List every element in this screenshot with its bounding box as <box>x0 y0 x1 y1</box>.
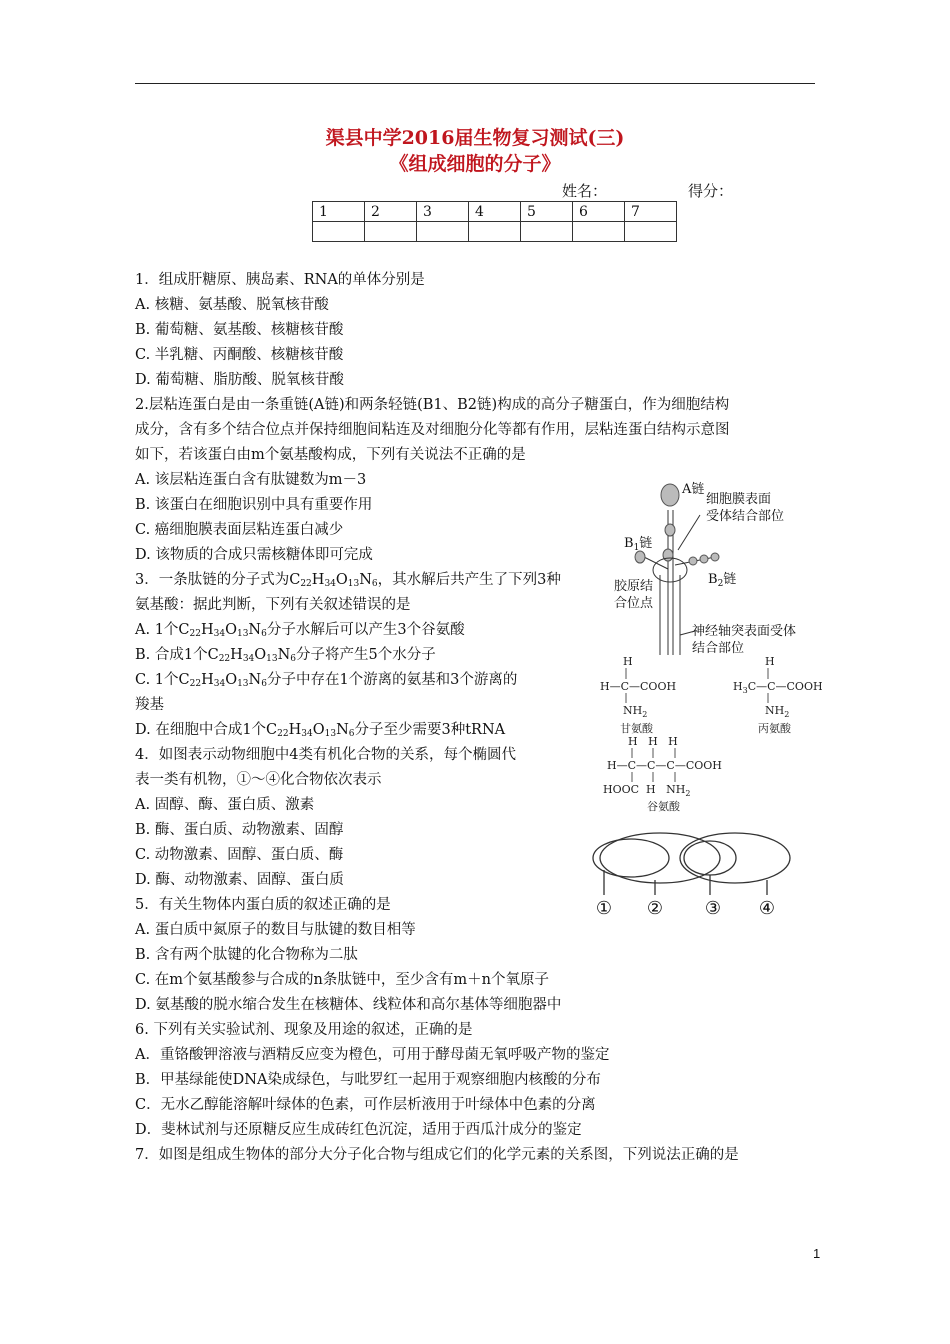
q5-option-a: A. 蛋白质中氮原子的数目与肽键的数目相等 <box>135 922 416 938</box>
ala-backbone: $H_3C—C—COOH$ <box>733 680 823 695</box>
collagen-label-1: 胶原结 <box>614 579 654 594</box>
venn-label-3: ③ <box>704 898 722 919</box>
q4-option-b: B. 酶、蛋白质、动物激素、固醇 <box>135 822 344 838</box>
ellipse-3 <box>684 841 736 875</box>
venn-label-1: ① <box>595 898 613 919</box>
a-chain-label: A链 <box>682 482 705 497</box>
header-rule <box>135 83 815 84</box>
q5-stem: 5．有关生物体内蛋白质的叙述正确的是 <box>135 897 391 913</box>
q3-option-d: D. 在细胞中合成1个$C_{22}H_{34}O_{13}N_6$分子至少需要3种tRNA <box>135 722 506 739</box>
q2-stem-line1: 2.层粘连蛋白是由一条重链(A链)和两条轻链(B1、B2链)构成的高分子糖蛋白，作为细胞结构 <box>135 397 730 413</box>
answer-cell[interactable] <box>573 222 625 242</box>
score-header-cell: 4 <box>469 202 521 222</box>
receptor-label-1: 细胞膜表面 <box>706 492 772 507</box>
gly-nh2: $NH_2$ <box>623 704 648 719</box>
answer-cell[interactable] <box>313 222 365 242</box>
answer-cell[interactable] <box>625 222 677 242</box>
q4-option-a: A. 固醇、酶、蛋白质、激素 <box>135 797 315 813</box>
ala-h-top: H <box>765 655 775 668</box>
q2-option-d: D. 该物质的合成只需核糖体即可完成 <box>135 547 373 563</box>
q3-option-b: B. 合成1个$C_{22}H_{34}O_{13}N_6$分子将产生5个水分子 <box>135 647 436 664</box>
q4-option-c: C. 动物激素、固醇、蛋白质、酶 <box>135 847 344 863</box>
q6-option-d: D．斐林试剂与还原糖反应生成砖红色沉淀，适用于西瓜汁成分的鉴定 <box>135 1122 582 1138</box>
score-table <box>312 201 677 242</box>
gly-h-top: H <box>623 655 633 668</box>
score-table-answer-row <box>313 222 677 242</box>
receptor-label-2: 受体结合部位 <box>706 509 785 524</box>
q2-stem-line2: 成分，含有多个结合位点并保持细胞间粘连及对细胞分化等都有作用，层粘连蛋白结构示意图 <box>135 422 730 438</box>
q2-stem-line3: 如下，若该蛋白由m个氨基酸构成，下列有关说法不正确的是 <box>135 447 526 463</box>
q4-stem-line1: 4．如图表示动物细胞中4类有机化合物的关系，每个椭圆代 <box>135 747 516 763</box>
score-header-cell: 6 <box>573 202 625 222</box>
ellipse-4 <box>680 833 790 883</box>
q6-option-b: B．甲基绿能使DNA染成绿色，与吡罗红一起用于观察细胞内核酸的分布 <box>135 1072 601 1088</box>
q5-option-c: C. 在m个氨基酸参与合成的n条肽链中，至少含有m＋n个氧原子 <box>135 972 549 988</box>
q5-option-d: D. 氨基酸的脱水缩合发生在核糖体、线粒体和高尔基体等细胞器中 <box>135 997 562 1013</box>
b2-chain-label: $B_2$链 <box>708 572 737 589</box>
q1-option-d: D. 葡萄糖、脂肪酸、脱氧核苷酸 <box>135 372 344 388</box>
page-number: 1 <box>813 1246 821 1261</box>
gly-caption: 甘氨酸 <box>620 722 653 735</box>
q4-option-d: D. 酶、动物激素、固醇、蛋白质 <box>135 872 344 888</box>
q2-option-a: A. 该层粘连蛋白含有肽键数为m－3 <box>135 472 367 488</box>
q4-stem-line2: 表一类有机物，①～④化合物依次表示 <box>135 772 382 788</box>
score-header-cell: 2 <box>365 202 417 222</box>
q1-option-b: B. 葡萄糖、氨基酸、核糖核苷酸 <box>135 322 344 338</box>
q1-option-c: C. 半乳糖、丙酮酸、核糖核苷酸 <box>135 347 344 363</box>
laminin-structure-figure <box>600 475 820 655</box>
b1-chain-label: $B_1$链 <box>624 536 653 553</box>
q3-option-c-cont: 羧基 <box>135 697 164 713</box>
venn-ellipses-figure <box>585 830 815 925</box>
ellipse-2 <box>600 833 720 883</box>
q6-stem: 6. 下列有关实验试剂、现象及用途的叙述，正确的是 <box>135 1022 473 1038</box>
q3-option-a: A. 1个$C_{22}H_{34}O_{13}N_6$分子水解后可以产生3个谷氨酸 <box>135 622 465 639</box>
venn-label-4: ④ <box>758 898 776 919</box>
q1-option-a: A. 核糖、氨基酸、脱氧核苷酸 <box>135 297 329 313</box>
ala-caption: 丙氨酸 <box>758 722 791 735</box>
score-header-cell: 5 <box>521 202 573 222</box>
q1-stem: 1．组成肝糖原、胰岛素、RNA的单体分别是 <box>135 272 425 288</box>
answer-cell[interactable] <box>365 222 417 242</box>
glu-row1: H H H <box>628 735 678 748</box>
gly-backbone: H—C—COOH <box>600 680 677 693</box>
score-header-cell: 7 <box>625 202 677 222</box>
page-subtitle: 《组成细胞的分子》 <box>389 153 561 175</box>
q3-stem-line1: 3．一条肽链的分子式为$C_{22}H_{34}O_{13}N_6$，其水解后共产生了下列3种 <box>135 572 561 589</box>
score-header-cell: 1 <box>313 202 365 222</box>
collagen-label-2: 合位点 <box>614 596 654 611</box>
q7-stem: 7．如图是组成生物体的部分大分子化合物与组成它们的化学元素的关系图，下列说法正确的是 <box>135 1147 739 1163</box>
q3-stem-line2: 氨基酸：据此判断，下列有关叙述错误的是 <box>135 597 411 613</box>
page-title: 渠县中学2016届生物复习测试(三) <box>325 127 625 149</box>
glu-row2: H—C—C—C—COOH <box>607 759 722 772</box>
q2-option-b: B. 该蛋白在细胞识别中具有重要作用 <box>135 497 373 513</box>
score-label: 得分： <box>688 182 734 200</box>
axon-label-2: 结合部位 <box>692 641 745 655</box>
q5-option-b: B. 含有两个肽键的化合物称为二肽 <box>135 947 358 963</box>
q2-option-c: C. 癌细胞膜表面层粘连蛋白减少 <box>135 522 344 538</box>
q3-option-c: C. 1个$C_{22}H_{34}O_{13}N_6$分子中存在1个游离的氨基和3个游离的 <box>135 672 518 689</box>
answer-cell[interactable] <box>469 222 521 242</box>
answer-cell[interactable] <box>417 222 469 242</box>
amino-acids-figure <box>595 652 835 817</box>
venn-label-2: ② <box>646 898 664 919</box>
ala-nh2: $NH_2$ <box>765 704 790 719</box>
glu-row3: HOOC H $NH_2$ <box>603 783 691 798</box>
score-header-cell: 3 <box>417 202 469 222</box>
name-label: 姓名： <box>562 182 608 200</box>
q6-option-a: A．重铬酸钾溶液与酒精反应变为橙色，可用于酵母菌无氧呼吸产物的鉴定 <box>135 1047 610 1063</box>
q6-option-c: C．无水乙醇能溶解叶绿体的色素，可作层析液用于叶绿体中色素的分离 <box>135 1097 596 1113</box>
glu-caption: 谷氨酸 <box>647 800 680 813</box>
answer-cell[interactable] <box>521 222 573 242</box>
axon-label-1: 神经轴突表面受体 <box>692 624 797 639</box>
score-table-header-row <box>313 202 677 222</box>
